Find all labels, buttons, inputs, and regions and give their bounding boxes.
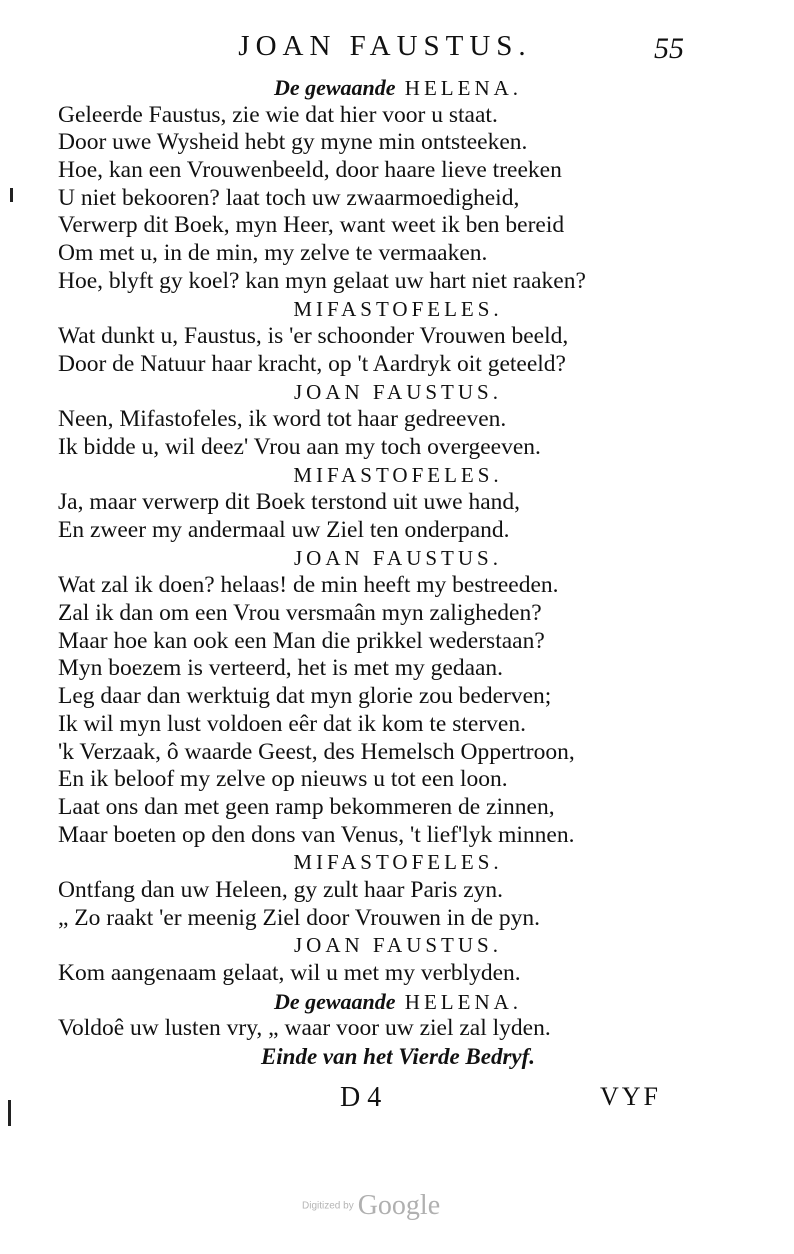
speaker-name: HELENA. <box>404 989 523 1014</box>
speaker-heading <box>58 462 698 490</box>
speaker-name: MIFASTOFELES. <box>293 850 503 875</box>
speaker-name: JOAN FAUSTUS. <box>294 933 502 958</box>
digitized-by-label: Digitized by <box>302 1200 354 1212</box>
verse-line: U niet bekooren? laat toch uw zwaarmoedigheid, <box>58 184 520 211</box>
speaker-heading <box>58 988 698 1016</box>
left-edge-mark <box>10 188 13 202</box>
verse-line: Maar hoe kan ook een Man die prikkel wederstaan? <box>58 627 545 654</box>
speaker-heading <box>58 379 698 407</box>
verse-line: En ik beloof my zelve op nieuws u tot een loon. <box>58 766 508 793</box>
verse-line: Hoe, blyft gy koel? kan myn gelaat uw hart niet raaken? <box>58 267 586 294</box>
verse-line: Wat dunkt u, Faustus, is 'er schoonder Vrouwen beeld, <box>58 323 569 350</box>
speaker-epithet: De gewaande <box>273 75 396 100</box>
speaker-name: MIFASTOFELES. <box>293 462 503 487</box>
speaker-heading <box>58 849 698 877</box>
speaker-name: MIFASTOFELES. <box>293 296 503 321</box>
signature-mark: D 4 <box>340 1082 382 1113</box>
verse-line: Verwerp dit Boek, myn Heer, want weet ik ben bereid <box>58 212 565 239</box>
speaker-heading <box>58 545 698 573</box>
verse-line: Wat zal ik doen? helaas! de min heeft my bestreeden. <box>58 572 559 599</box>
speaker-name: JOAN FAUSTUS. <box>294 379 502 404</box>
speaker-heading <box>58 296 698 324</box>
page-number: 55 <box>654 32 684 65</box>
verse-line: En zweer my andermaal uw Ziel ten onderpand. <box>58 517 510 543</box>
verse-line: Ik wil myn lust voldoen eêr dat ik kom te sterven. <box>58 710 526 737</box>
speaker-epithet: De gewaande <box>273 988 396 1014</box>
left-edge-mark <box>8 1100 11 1126</box>
end-of-act: Einde van het Vierde Bedryf. <box>260 1044 536 1070</box>
running-title: JOAN FAUSTUS. <box>238 30 532 62</box>
verse-line: Neen, Mifastofeles, ik word tot haar gedreeven. <box>58 406 507 433</box>
verse-line: Laat ons dan met geen ramp bekommeren de zinnen, <box>58 793 555 820</box>
speaker-heading <box>58 932 698 960</box>
digitized-watermark <box>302 1190 440 1222</box>
verse-line: Door uwe Wysheid hebt gy myne min ontsteeken. <box>58 129 528 156</box>
verse-line: Ik bidde u, wil deez' Vrou aan my toch overgeeven. <box>58 433 541 460</box>
verse-line: Maar boeten op den dons van Venus, 't lief'lyk minnen. <box>58 821 575 848</box>
google-logo: Google <box>357 1190 441 1221</box>
verse-line: Door de Natuur haar kracht, op 't Aardryk oit geteeld? <box>58 350 566 377</box>
verse-line: Zal ik dan om een Vrou versmaân myn zaligheden? <box>58 600 542 627</box>
verse-line: Ja, maar verwerp dit Boek terstond uit uwe hand, <box>58 489 521 516</box>
verse-line: 'k Verzaak, ô waarde Geest, des Hemelsch Oppertroon, <box>58 738 575 765</box>
speaker-name: HELENA. <box>404 76 523 100</box>
verse-line: Leg daar dan werktuig dat myn glorie zou bederven; <box>58 683 552 710</box>
verse-line: Ontfang dan uw Heleen, gy zult haar Paris zyn. <box>58 876 504 903</box>
verse-line: Om met u, in de min, my zelve te vermaaken. <box>58 240 488 267</box>
play-text <box>58 74 698 1071</box>
speaker-name: JOAN FAUSTUS. <box>294 545 502 570</box>
verse-line: Kom aangenaam gelaat, wil u met my verblyden. <box>58 960 521 986</box>
verse-line: Myn boezem is verteerd, het is met my gedaan. <box>58 655 504 682</box>
verse-line: Voldoê uw lusten vry, „ waar voor uw ziel zal lyden. <box>58 1015 551 1042</box>
verse-line: Hoe, kan een Vrouwenbeeld, door haare lieve treeken <box>58 157 562 184</box>
catchword: VYF <box>600 1082 662 1111</box>
verse-line: „ Zo raakt 'er meenig Ziel door Vrouwen in de pyn. <box>58 904 541 931</box>
speaker-heading <box>58 74 698 102</box>
verse-line: Geleerde Faustus, zie wie dat hier voor u staat. <box>58 101 498 128</box>
